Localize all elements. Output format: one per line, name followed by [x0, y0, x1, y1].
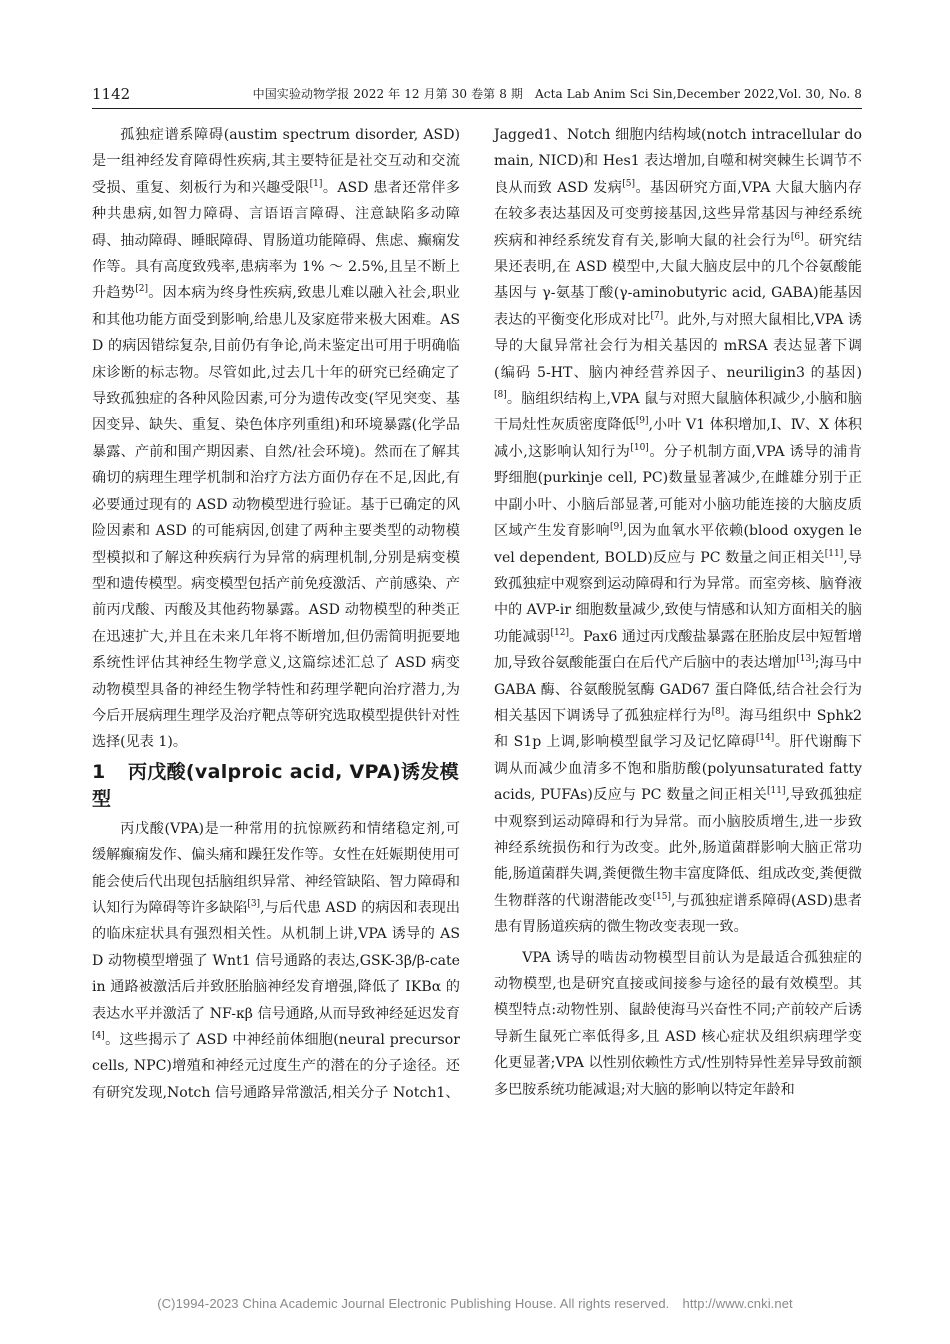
running-header — [92, 84, 862, 109]
citation-ref[interactable]: [3] — [247, 898, 261, 909]
citation-ref[interactable]: [13] — [796, 654, 815, 665]
citation-ref[interactable]: [9] — [609, 522, 623, 533]
intro-paragraph: 孤独症谱系障碍(austim spectrum disorder, ASD)是一组神经发育障碍性疾病,其主要特征是社交互动和交流受损、重复、刻板行为和兴趣受限[1]。ASD 患者还常伴多种共患病,如智力障碍、言语语言障碍、注意缺陷多动障碍、抽动障碍、睡眠障碍、胃肠道功能障碍、焦虑、癫痫发作等。具有高度致残率,患病率为 1% ～ 2.5%,且呈不断上升趋势[2]。因本病为终身性疾病,致患儿难以融入社会,职业和其他功能方面受到影响,给患儿及家庭带来极大困难。ASD 的病因错综复杂,目前仍有争论,尚未鉴定出可用于明确临床诊断的标志物。尽管如此,过去几十年的研究已经确定了导致孤独症的各种风险因素,可分为遗传改变(罕见突变、基因变异、缺失、重复、染色体序列重组)和环境暴露(化学品暴露、产前和围产期因素、自然/社会环境)。然而在了解其确切的病理生理学机制和治疗方法方面仍存在不足,因此,有必要通过现有的 ASD 动物模型进行验证。基于已确定的风险因素和 ASD 的可能病因,创建了两种主要类型的动物模型模拟和了解这种疾病行为异常的病理机制,分别是病变模型和遗传模型。病变模型包括产前免疫激活、产前感染、产前丙戊酸、丙酸及其他药物暴露。ASD 动物模型的种类正在迅速扩大,并且在未来几年将不断增加,但仍需简明扼要地系统性评估其神经生物学意义,这篇综述汇总了 ASD 病变动物模型具备的神经生物学特性和药理学靶向治疗潜力,为今后开展病理生理学及治疗靶点等研究选取模型提供针对性选择(见表 1)。 — [92, 127, 461, 751]
citation-ref[interactable]: [8] — [494, 390, 507, 401]
left-column — [92, 122, 460, 1106]
cnki-link[interactable]: http://www.cnki.net — [682, 1296, 793, 1311]
section-number: 1 — [92, 760, 106, 783]
citation-ref[interactable]: [11] — [824, 548, 844, 559]
citation-ref[interactable]: [10] — [630, 442, 649, 453]
page-number: 1142 — [92, 85, 131, 103]
section-heading — [92, 759, 460, 813]
right-column — [494, 122, 862, 1103]
citation-ref[interactable]: [4] — [92, 1031, 105, 1041]
copyright-footer — [0, 1296, 950, 1311]
citation-ref[interactable]: [9] — [635, 416, 649, 427]
citation-ref[interactable]: [1] — [309, 178, 323, 189]
citation-ref[interactable]: [11] — [767, 786, 786, 797]
vpa-paragraph: 丙戊酸(VPA)是一种常用的抗惊厥药和情绪稳定剂,可缓解癫痫发作、偏头痛和躁狂发作等。女性在妊娠期使用可能会使后代出现包括脑组织异常、神经管缺陷、智力障碍和认知行为障碍等许多缺陷[3],与后代患 ASD 的病因和表现出的临床症状具有强烈相关性。从机制上讲,VPA 诱导的 ASD 动物模型增强了 Wnt1 信号通路的表达,GSK-3β/β-catein 通路被激活后并致胚胎脑神经发育增强,降低了 IKBα 的表达水平并激活了 NF-κβ 信号通路,从而导致神经延迟发育[4]。这些揭示了 ASD 中神经前体细胞(neural precursor cells, NPC)增殖和神经元过度生产的潜在的分子途径。还有研究发现,Notch 信号通路异常激活,相关分子 Notch1、 — [92, 820, 460, 1101]
citation-ref[interactable]: [14] — [755, 733, 775, 744]
journal-citation: 中国实验动物学报 2022 年 12 月第 30 卷第 8 期 Acta Lab Anim Sci Sin,December 2022,Vol. 30, No. 8 — [252, 87, 862, 101]
citation-ref[interactable]: [15] — [652, 891, 671, 902]
section-title: 丙戊酸(valproic acid, VPA)诱发模型 — [92, 760, 459, 810]
citation-ref[interactable]: [2] — [135, 284, 148, 295]
citation-ref[interactable]: [12] — [550, 627, 569, 638]
model-features-paragraph: VPA 诱导的啮齿动物模型目前认为是最适合孤独症的动物模型,也是研究直接或间接参与途径的最有效模型。其模型特点:动物性别、鼠龄使海马兴奋性不同;产前较产后诱导新生鼠死亡率低得多,且 ASD 核心症状及组织病理学变化更显著;VPA 以性别依赖性方式/性别特异性差异导致前额多巴胺系统功能减退;对大脑的影响以特定年龄和 — [494, 949, 862, 1098]
citation-ref[interactable]: [8] — [711, 706, 725, 717]
copyright-text: (C)1994-2023 China Academic Journal Electronic Publishing House. All rights reserved. — [157, 1296, 670, 1311]
citation-ref[interactable]: [6] — [790, 231, 804, 242]
mechanism-paragraph: Jagged1、Notch 细胞内结构域(notch intracellular domain, NICD)和 Hes1 表达增加,自噬和树突棘生长调节不良从而致 ASD 发病[5]。基因研究方面,VPA 大鼠大脑内存在较多表达基因及可变剪接基因,这些异常基因与神经系统疾病和神经系统发育有关,影响大鼠的社会行为[6]。研究结果还表明,在 ASD 模型中,大鼠大脑皮层中的几个谷氨酸能基因与 γ-氨基丁酸(γ-aminobutyric acid, GABA)能基因表达的平衡变化形成对比[7]。此外,与对照大鼠相比,VPA 诱导的大鼠异常社会行为相关基因的 mRSA 表达显著下调(编码 5-HT、脑内神经营养因子、neuriligin3 的基因)[8]。脑组织结构上,VPA 鼠与对照大鼠脑体积减少,小脑和脑干局灶性灰质密度降低[9],小叶 V1 体积增加,Ⅰ、Ⅳ、Ⅹ 体积减小,这影响认知行为[10]。分子机制方面,VPA 诱导的浦肯野细胞(purkinje cell, PC)数量显著减少,在雌雄分别于正中副小叶、小脑后部显著,可能对小脑功能连接的大脑皮质区域产生发育影响[9],因为血氧水平依赖(blood oxygen level dependent, BOLD)反应与 PC 数量之间正相关[11],导致孤独症中观察到运动障碍和行为异常。而室旁核、脑脊液中的 AVP-ir 细胞数量减少,致使与情感和认知方面相关的脑功能减弱[12]。Pax6 通过丙戊酸盐暴露在胚胎皮层中短暂增加,导致谷氨酸能蛋白在后代产后脑中的表达增加[13];海马中 GABA 酶、谷氨酸脱氢酶 GAD67 蛋白降低,结合社会行为相关基因下调诱导了孤独症样行为[8]。海马组织中 Sphk2 和 S1p 上调,影响模型鼠学习及记忆障碍[14]。肝代谢酶下调从而减少血清多不饱和脂肪酸(polyunsaturated fatty acids, PUFAs)反应与 PC 数量之间正相关[11],导致孤独症中观察到运动障碍和行为异常。而小脑胶质增生,进一步致神经系统损伤和行为改变。此外,肠道菌群影响大脑正常功能,肠道菌群失调,粪便微生物丰富度降低、组成改变,粪便微生物群落的代谢潜能改变[15],与孤独症谱系障碍(ASD)患者患有胃肠道疾病的微生物改变表现一致。 — [494, 127, 863, 936]
citation-ref[interactable]: [7] — [650, 310, 664, 321]
citation-ref[interactable]: [5] — [622, 178, 635, 189]
